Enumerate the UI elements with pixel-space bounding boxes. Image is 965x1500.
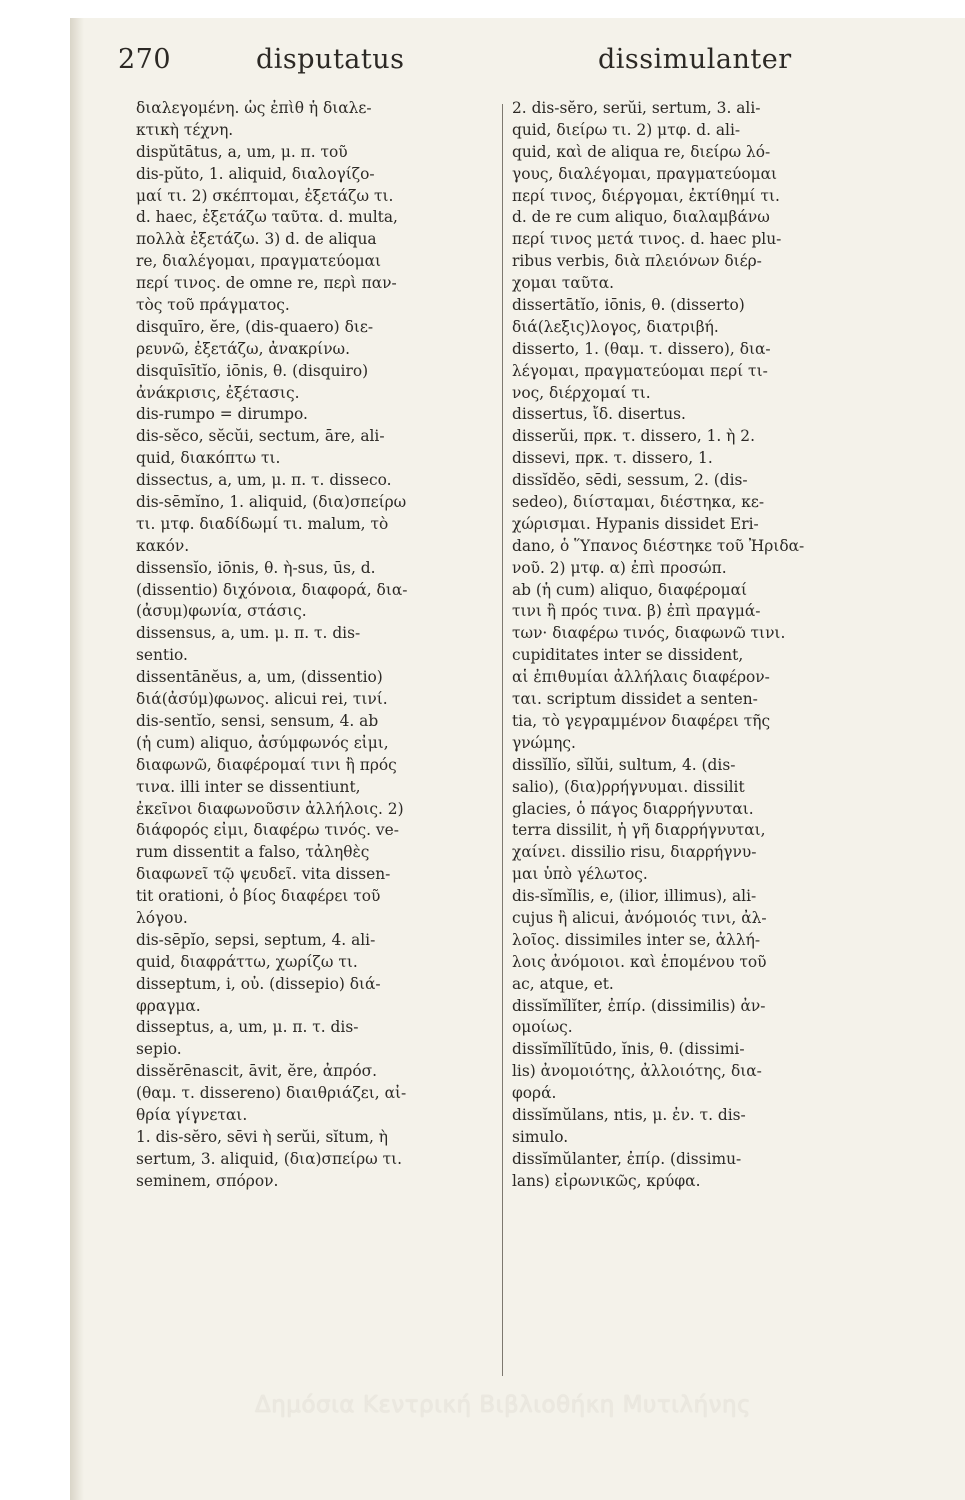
left-column-line: διά(ἀσύμ)φωνος. alicui rei, τινί. [136,690,388,709]
right-column-line: dissĭmĭlĭter, ἐπίρ. (dissimilis) ἀν- [512,996,766,1015]
right-column-line: γνώμης. [512,733,576,752]
left-column-line: d. haec, ἐξετάζω ταῦτα. d. multa, [136,208,398,227]
right-column-line: dis-sĭmĭlis, e, (ilior, illimus), ali- [512,887,757,906]
left-column-line: dis-sentĭo, sensi, sensum, 4. ab [136,711,379,730]
left-column-line: dissensĭo, iōnis, θ. ὴ-sus, ūs, d. [136,558,376,577]
right-column-line: disserŭi, πρκ. τ. dissero, 1. ὴ 2. [512,427,755,446]
left-column-line: seminem, σπόρον. [136,1171,279,1190]
left-column-line: dis-rumpo = dirumpo. [136,405,308,424]
left-column-line: ἐκεῖνοι διαφωνοῦσιν ἀλλήλοις. 2) [136,799,404,818]
right-column-line: dissĭlĭo, sĭlŭi, sultum, 4. (dis- [512,755,736,774]
right-column-line: cujus ἢ alicui, ἀνόμοιός τινι, ἀλ- [512,908,767,927]
right-column-line: dissertus, ἴδ. disertus. [512,405,686,424]
left-column-line: κακόν. [136,536,190,555]
left-column-line: re, διαλέγομαι, πραγματεύομαι [136,252,382,271]
right-column-line: cupiditates inter se dissident, [512,646,744,665]
right-column-line: λοις ἀνόμοιοι. καὶ ἑπομένου τοῦ [512,952,767,971]
right-column-line: salio), (δια)ρρήγνυμαι. dissilit [512,777,745,796]
right-column-line: φορά. [512,1084,557,1103]
right-column-line: ac, atque, et. [512,974,614,993]
right-column-line: γους, διαλέγομαι, πραγματεύομαι [512,164,778,183]
left-column-line: dis-sēmĭno, 1. aliquid, (δια)σπείρω [136,493,407,512]
left-column-line: (θαμ. τ. dissereno) διαιθριάζει, αἰ- [136,1084,407,1103]
left-column-line: φραγμα. [136,996,201,1015]
right-column-line: disserto, 1. (θαμ. τ. dissero), δια- [512,339,771,358]
left-column-line: dissensus, a, um. μ. π. τ. dis- [136,624,361,643]
right-column-line: dissĭdĕo, sēdi, sessum, 2. (dis- [512,471,748,490]
left-column-line: (ἡ cum) aliquo, ἀσύμφωνός εἰμι, [136,733,389,752]
library-watermark: Δημόσια Κεντρική Βιβλιοθήκη Μυτιλήνης [255,1392,752,1418]
left-column-line: dissectus, a, um, μ. π. τ. disseco. [136,471,392,490]
right-column-line: dissevi, πρκ. τ. dissero, 1. [512,449,713,468]
left-column-line: (ἀσυμ)φωνία, στάσις. [136,602,307,621]
left-column-line: μαί τι. 2) σκέπτομαι, ἐξετάζω τι. [136,186,394,205]
guide-word-left: disputatus [256,44,405,75]
right-column-line: νοῦ. 2) μτφ. α) ἐπὶ προσώπ. [512,558,727,577]
left-column [136,98,496,1193]
left-column-line: ρευνῶ, ἐξετάζω, ἀνακρίνω. [136,339,351,358]
left-column-line: rum dissentit a falso, τἀληθὲς [136,843,370,862]
right-column-line: sedeo), διίσταμαι, διέστηκα, κε- [512,493,765,512]
right-column-line: 2. dis-sĕro, serŭi, sertum, 3. ali- [512,99,761,117]
left-column-line: τι. μτφ. διαδίδωμί τι. malum, τὸ [136,514,389,533]
left-column-line: διαλεγομένη. ὡς ἐπὶθ ἡ διαλε- [136,99,372,117]
left-column-line: dis-sĕco, sĕcŭi, sectum, āre, ali- [136,427,385,446]
right-column-line: ab (ἡ cum) aliquo, διαφέρομαί [512,580,748,599]
column-divider [502,104,503,1376]
left-column-line: tit orationi, ὁ βίος διαφέρει τοῦ [136,887,381,906]
right-column-line: ribus verbis, διὰ πλειόνων διέρ- [512,252,762,271]
left-column-line: διαφωνῶ, διαφέρομαί τινι ἢ πρός [136,755,397,774]
right-column-line: dissĭmĭlĭtūdo, ĭnis, θ. (dissimi- [512,1040,745,1059]
left-column-line: sepio. [136,1040,182,1059]
guide-word-right: dissimulanter [598,44,792,75]
left-column-line: τὸς τοῦ πράγματος. [136,296,290,315]
left-column-line: sentio. [136,646,188,665]
left-column-line: περί τινος. de omne re, περὶ παν- [136,274,397,293]
right-column-line: περί τινος μετά τινος. d. haec plu- [512,230,782,249]
right-column-line: d. de re cum aliquo, διαλαμβάνω [512,208,770,227]
left-column-line: λόγου. [136,908,188,927]
right-column-line: χαίνει. dissilio risu, διαρρήγνυ- [512,843,757,862]
right-column [512,98,887,1193]
right-column-line: glacies, ὁ πάγος διαρρήγνυται. [512,799,754,818]
right-column-line: λοῖος. dissimiles inter se, ἀλλή- [512,930,761,949]
left-column-line: θρία γίγνεται. [136,1105,248,1124]
page-header [118,44,918,88]
left-column-line: quid, διακόπτω τι. [136,449,281,468]
right-column-line: dissĭmŭlans, ntis, μ. ἐν. τ. dis- [512,1105,746,1124]
page-number: 270 [118,44,172,75]
right-column-line: simulo. [512,1127,569,1146]
right-column-line: νος, διέρχομαί τι. [512,383,651,402]
left-column-line: διάφορός εἰμι, διαφέρω τινός. ve- [136,821,399,840]
right-column-line: διά(λεξις)λογος, διατριβή. [512,317,719,336]
left-column-line: dispŭtātus, a, um, μ. π. τοῦ [136,142,348,161]
left-column-line: dissĕrēnascit, āvit, ĕre, ἀπρόσ. [136,1062,377,1081]
left-column-line: quid, διαφράττω, χωρίζω τι. [136,952,358,971]
left-column-line: disseptus, a, um, μ. π. τ. dis- [136,1018,359,1037]
right-column-line: ομοίως. [512,1018,573,1037]
right-column-line: χομαι ταῦτα. [512,274,614,293]
right-column-line: tia, τὸ γεγραμμένον διαφέρει τῆς [512,711,771,730]
right-column-line: dano, ὁ Ὕπανος διέστηκε τοῦ Ἠριδα- [512,536,805,555]
right-column-line: lans) εἰρωνικῶς, κρύφα. [512,1171,701,1190]
right-column-line: quid, καὶ de aliqua re, διείρω λό- [512,142,771,161]
left-column-line: dis-sēpĭo, sepsi, septum, 4. ali- [136,930,376,949]
right-column-line: lis) ἀνομοιότης, ἀλλοιότης, δια- [512,1062,762,1081]
left-column-line: disseptum, i, οὐ. (dissepio) διά- [136,974,381,993]
left-column-line: 1. dis-sĕro, sēvi ὴ serŭi, sĭtum, ὴ [136,1127,388,1146]
left-column-line: disquīsītĭo, iōnis, θ. (disquiro) [136,361,369,380]
right-column-line: τινι ἢ πρός τινα. β) ἐπὶ πραγμά- [512,602,761,621]
left-column-line: disquīro, ĕre, (dis-quaero) διε- [136,317,374,336]
left-column-line: κτικὴ τέχνη. [136,120,234,139]
left-column-line: dissentānĕus, a, um, (dissentio) [136,668,383,687]
left-column-line: dis-pŭto, 1. aliquid, διαλογίζο- [136,164,375,183]
left-column-line: πολλὰ ἐξετάζω. 3) d. de aliqua [136,230,377,249]
left-column-line: τινα. illi inter se dissentiunt, [136,777,361,796]
left-column-line: ἀνάκρισις, ἐξέτασις. [136,383,300,402]
right-column-line: terra dissilit, ἡ γῆ διαρρήγνυται, [512,821,766,840]
left-column-line: (dissentio) διχόνοια, διαφορά, δια- [136,580,408,599]
left-column-line: διαφωνεῖ τῷ ψευδεῖ. vita dissen- [136,865,391,884]
right-column-line: περί τινος, διέργομαι, ἐκτίθημί τι. [512,186,780,205]
left-column-line: sertum, 3. aliquid, (δια)σπείρω τι. [136,1149,403,1168]
right-column-line: μαι ὑπὸ γέλωτος. [512,865,648,884]
page-gutter-shadow [70,18,84,1500]
right-column-line: ται. scriptum dissidet a senten- [512,690,758,709]
right-column-line: χώρισμαι. Hypanis dissidet Eri- [512,514,759,533]
right-column-line: λέγομαι, πραγματεύομαι περί τι- [512,361,768,380]
right-column-line: αἱ ἐπιθυμίαι ἀλλήλαις διαφέρον- [512,668,770,687]
right-column-line: dissertātĭo, iōnis, θ. (disserto) [512,296,745,315]
right-column-line: quid, διείρω τι. 2) μτφ. d. ali- [512,120,741,139]
right-column-line: των· διαφέρω τινός, διαφωνῶ τινι. [512,624,786,643]
right-column-line: dissĭmŭlanter, ἐπίρ. (dissimu- [512,1149,742,1168]
